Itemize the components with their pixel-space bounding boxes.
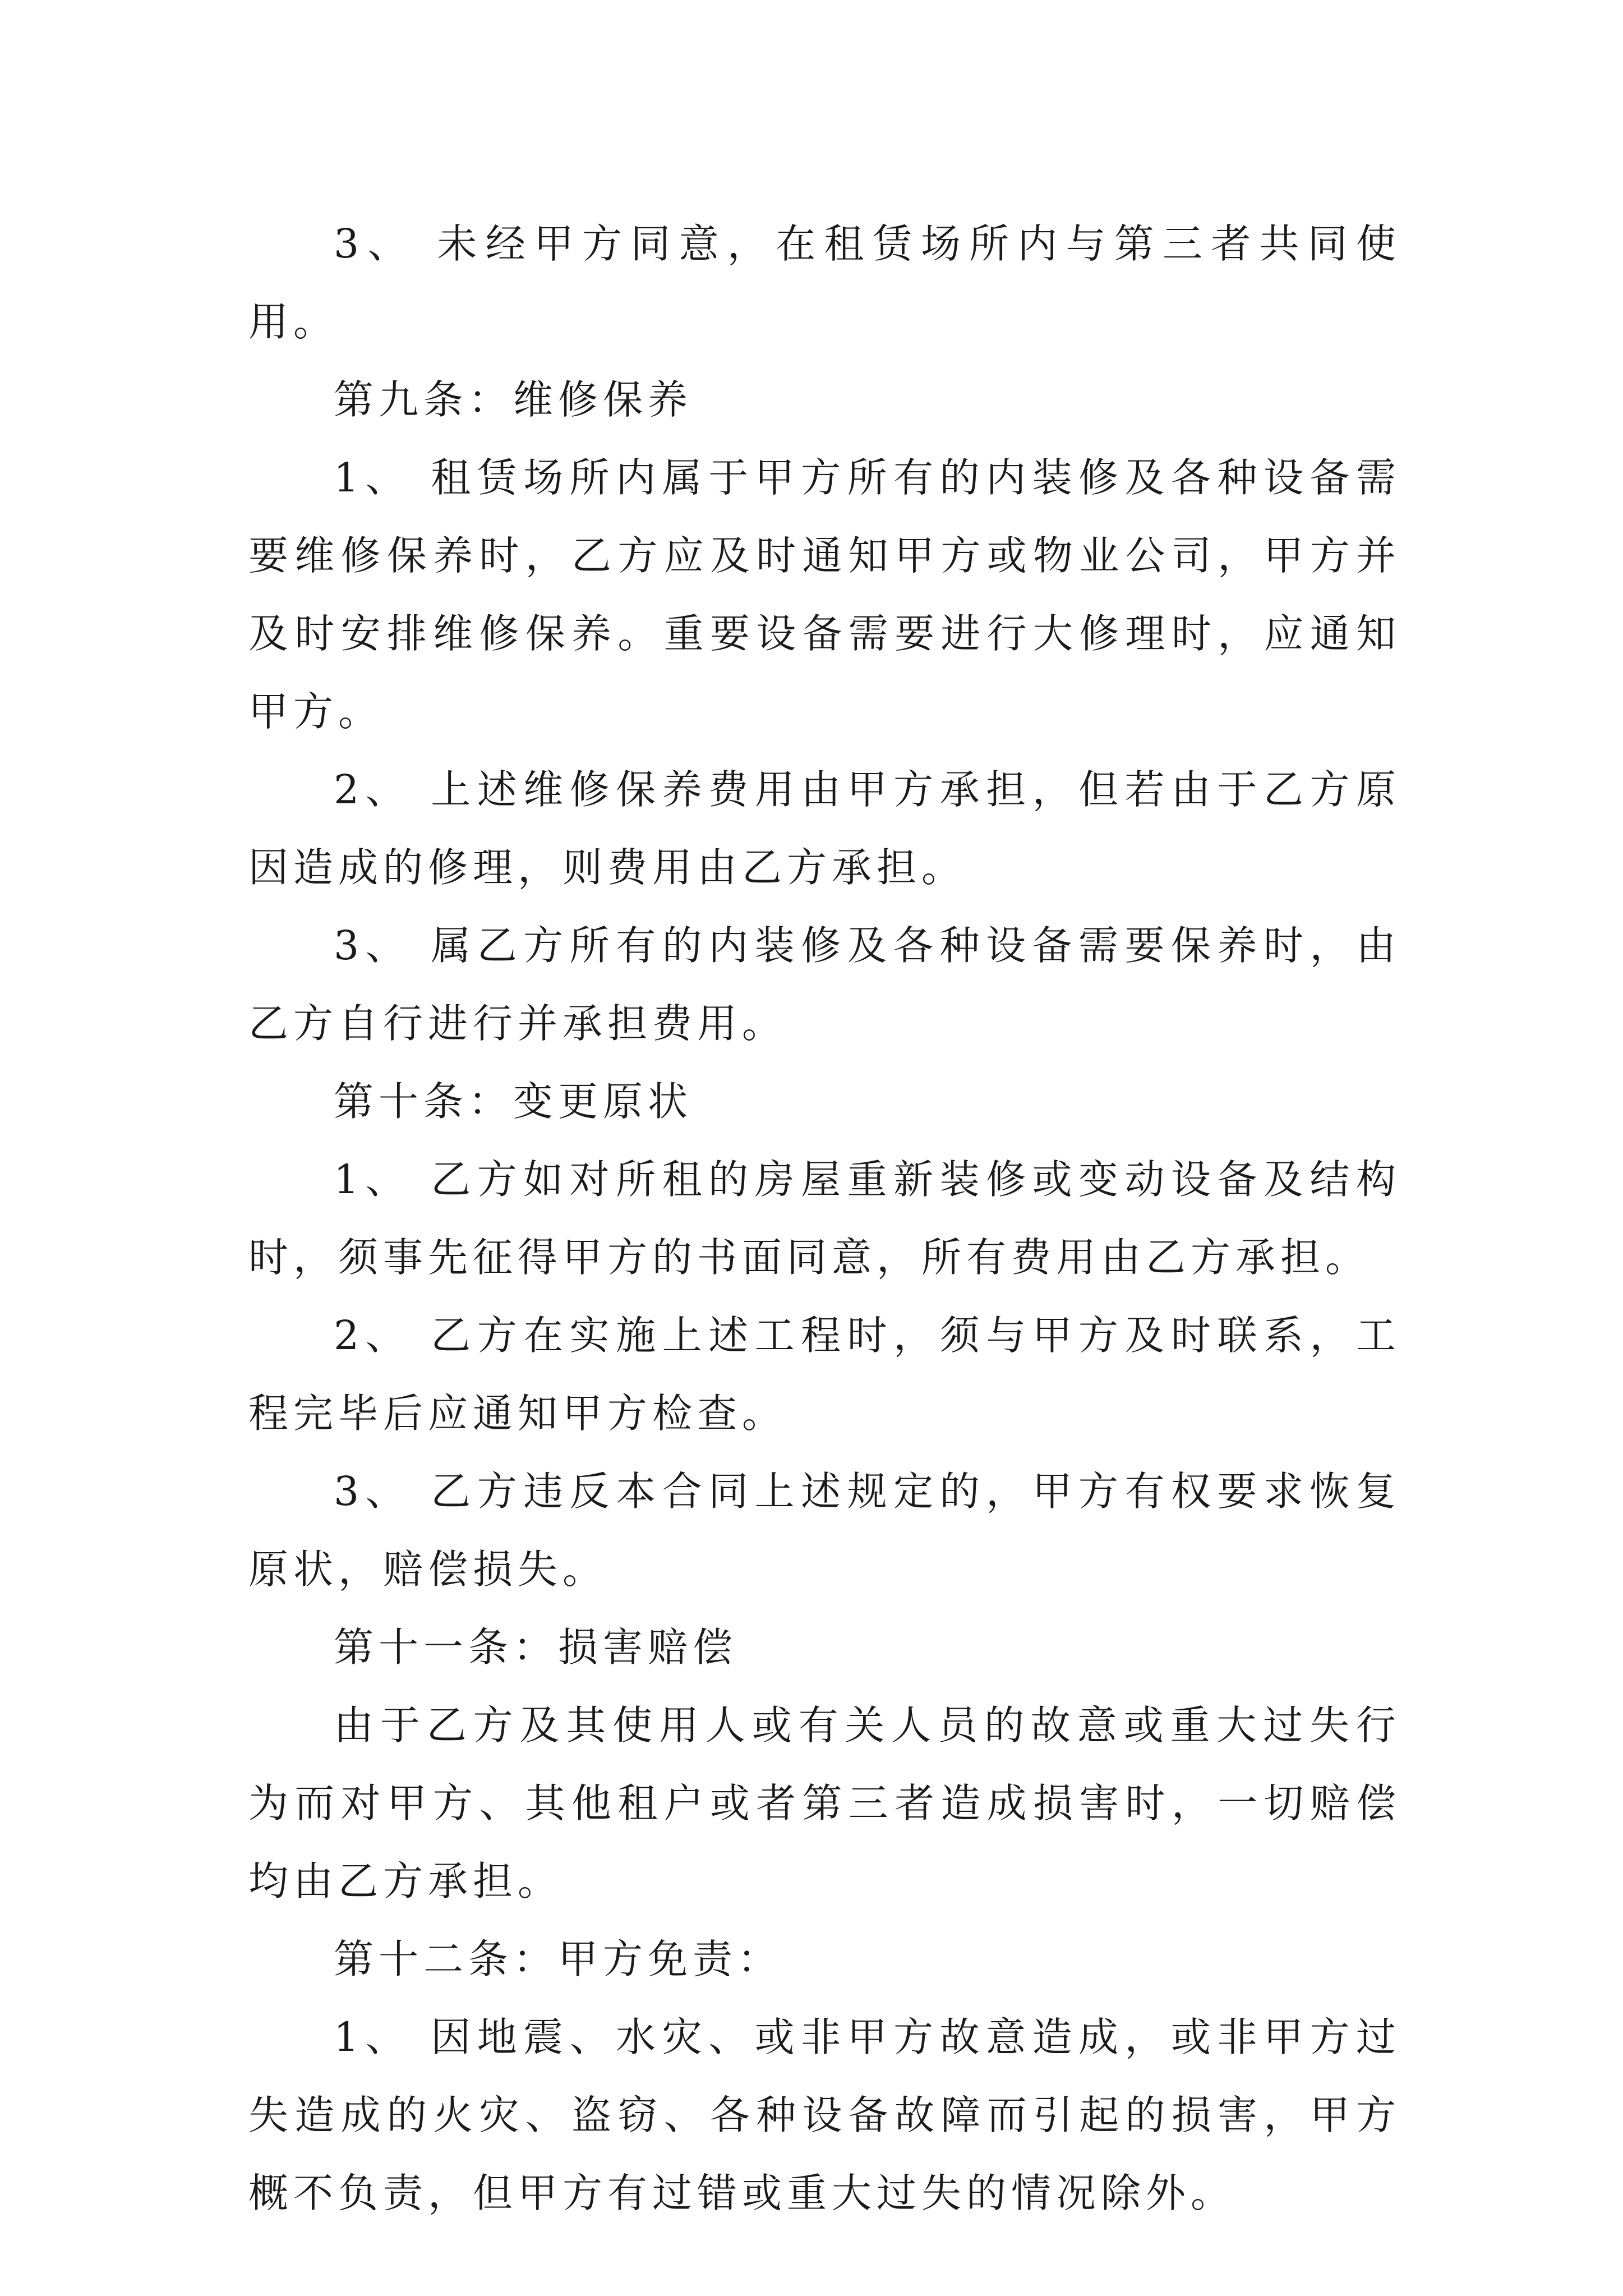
article-10-heading: 第十条：变更原状: [334, 1078, 693, 1125]
article-10-item-2: 2、 乙方在实施上述工程时，须与甲方及时联系，工程完毕后应通知甲方检查。: [248, 1312, 1401, 1437]
article-12-item-1: 1、 因地震、水灾、或非甲方故意造成，或非甲方过失造成的火灾、盗窃、各种设备故障而引起的损害，甲方概不负责，但甲方有过错或重大过失的情况除外。: [248, 2014, 1401, 2216]
article-12-heading: 第十二条：甲方免责：: [334, 1936, 783, 1982]
article-11-body: 由于乙方及其使用人或有关人员的故意或重大过失行为而对甲方、其他租户或者第三者造成损害时，一切赔偿均由乙方承担。: [248, 1702, 1401, 1904]
article-11-heading: 第十一条：损害赔偿: [334, 1624, 738, 1671]
article-9-item-2: 2、 上述维修保养费用由甲方承担，但若由于乙方原因造成的修理，则费用由乙方承担。: [248, 766, 1401, 891]
document-body: [248, 205, 1401, 2232]
article-10-item-3: 3、 乙方违反本合同上述规定的，甲方有权要求恢复原状，赔偿损失。: [248, 1468, 1401, 1593]
article-9-item-1: 1、 租赁场所内属于甲方所有的内装修及各种设备需要维修保养时，乙方应及时通知甲方或物业公司，甲方并及时安排维修保养。重要设备需要进行大修理时，应通知甲方。: [248, 454, 1401, 735]
article-9-item-3: 3、 属乙方所有的内装修及各种设备需要保养时，由乙方自行进行并承担费用。: [248, 922, 1401, 1047]
clause-9-item-3-tail: 3、 未经甲方同意，在租赁场所内与第三者共同使用。: [248, 220, 1401, 345]
article-9-heading: 第九条：维修保养: [334, 376, 693, 423]
article-10-item-1: 1、 乙方如对所租的房屋重新装修或变动设备及结构时，须事先征得甲方的书面同意，所有费用由乙方承担。: [248, 1156, 1401, 1281]
